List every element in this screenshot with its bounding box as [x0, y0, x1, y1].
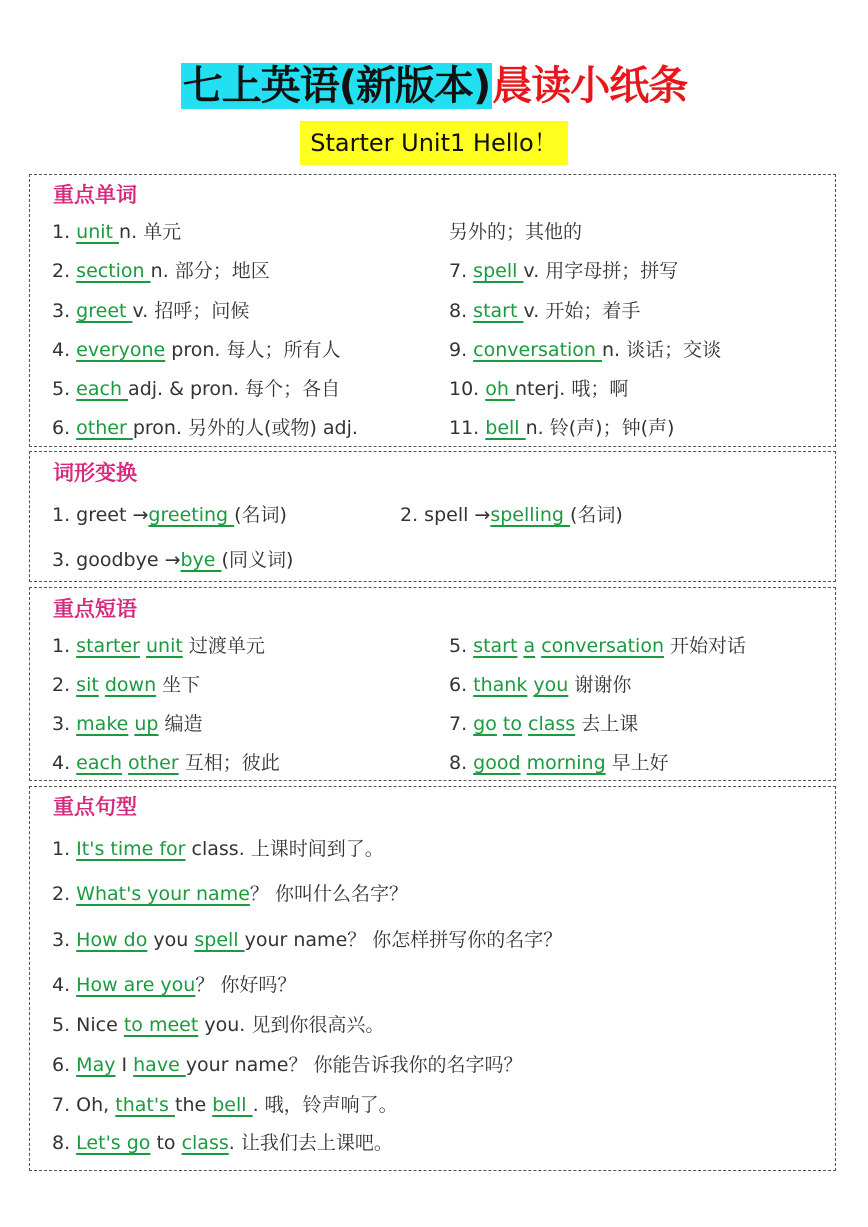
- vocab-meaning: adj. & pron. 每个；各自: [128, 378, 341, 400]
- wordform-note: (名词): [569, 504, 623, 526]
- sentence-key: It's time for: [76, 838, 186, 860]
- sentence-text: ？ 你叫什么名字？: [249, 883, 408, 905]
- phrase-item: [449, 750, 669, 776]
- sentence-text: the: [175, 1094, 213, 1116]
- sentence-text: class. 上课时间到了。: [185, 838, 384, 860]
- phrase-meaning: 编造: [158, 713, 203, 735]
- sentence-text: 5. Nice: [52, 1014, 124, 1036]
- item-number: 6.: [52, 417, 77, 439]
- vocab-word: section: [76, 260, 151, 282]
- vocab-meaning: 另外的；其他的: [449, 221, 583, 243]
- phrase-word: each: [76, 752, 122, 774]
- phrase-word: morning: [526, 752, 606, 774]
- vocab-word: oh: [485, 378, 515, 400]
- wordform-base: 1. greet →: [52, 504, 149, 526]
- sentence-text: 2.: [52, 883, 77, 905]
- sentence-text: ？ 你好吗？: [195, 974, 297, 996]
- vocab-item: [449, 376, 628, 402]
- phrase-item: [449, 711, 638, 737]
- sentence-text: you. 见到你很高兴。: [198, 1014, 385, 1036]
- wordform-item: [52, 502, 287, 528]
- vocab-item: [449, 298, 640, 324]
- item-number: 5.: [449, 635, 474, 657]
- phrase-item: [52, 711, 203, 737]
- sentence-text: your name？ 你能告诉我你的名字吗？: [185, 1054, 523, 1076]
- phrase-meaning: 坐下: [156, 674, 201, 696]
- item-number: 8.: [449, 752, 474, 774]
- phrase-word: you: [533, 674, 569, 696]
- vocab-item: [52, 298, 249, 324]
- title-red: 晨读小纸条: [492, 63, 688, 109]
- subtitle-wrap: [0, 121, 868, 165]
- phrase-word: starter: [76, 635, 140, 657]
- vocab-word: start: [473, 300, 524, 322]
- sentence-key: Let's go: [76, 1132, 151, 1154]
- unit-subtitle: Starter Unit1 Hello！: [300, 121, 567, 165]
- item-number: 2.: [52, 674, 77, 696]
- wordform-note: (同义词): [221, 549, 294, 571]
- item-number: 1.: [52, 635, 77, 657]
- sentence-item: [52, 836, 384, 862]
- sentence-text: 8.: [52, 1132, 77, 1154]
- section-heading: 重点句型: [53, 795, 137, 819]
- item-number: 7.: [449, 713, 474, 735]
- section-heading: 重点单词: [53, 183, 137, 207]
- item-number: 5.: [52, 378, 77, 400]
- vocab-meaning: n. 部分；地区: [150, 260, 270, 282]
- phrase-meaning: 过渡单元: [182, 635, 265, 657]
- vocab-meaning: n. 谈话；交谈: [602, 339, 722, 361]
- vocab-item: [52, 219, 181, 245]
- phrase-word: up: [134, 713, 159, 735]
- sentence-key: have: [133, 1054, 186, 1076]
- phrase-word: conversation: [541, 635, 664, 657]
- vocab-word: unit: [76, 221, 120, 243]
- phrase-word: to: [502, 713, 522, 735]
- item-number: 4.: [52, 339, 77, 361]
- sentence-item: [52, 881, 408, 907]
- sentence-key: spell: [194, 929, 245, 951]
- phrase-item: [52, 633, 265, 659]
- sentence-item: [52, 927, 562, 953]
- phrase-word: thank: [473, 674, 528, 696]
- wordform-item: [52, 547, 293, 573]
- sentence-key: class: [181, 1132, 229, 1154]
- sentence-text: . 哦，铃声响了。: [252, 1094, 398, 1116]
- vocab-word: conversation: [473, 339, 603, 361]
- phrase-word: good: [473, 752, 521, 774]
- phrase-word: down: [104, 674, 157, 696]
- vocab-meaning: n. 单元: [119, 221, 182, 243]
- section-heading: 重点短语: [53, 597, 137, 621]
- vocab-meaning: v. 招呼；问候: [132, 300, 250, 322]
- vocab-item: [52, 337, 340, 363]
- item-number: 8.: [449, 300, 474, 322]
- vocab-word: each: [76, 378, 129, 400]
- phrase-word: start: [473, 635, 518, 657]
- item-number: 9.: [449, 339, 474, 361]
- sentence-key: that's: [115, 1094, 175, 1116]
- vocab-word: greet: [76, 300, 133, 322]
- phrase-word: a: [523, 635, 536, 657]
- sentence-item: [52, 1012, 384, 1038]
- title-highlight: 七上英语(新版本): [182, 63, 491, 109]
- phrase-word: go: [473, 713, 497, 735]
- phrase-meaning: 谢谢你: [568, 674, 632, 696]
- item-number: 7.: [449, 260, 474, 282]
- phrase-meaning: 开始对话: [663, 635, 747, 657]
- item-number: 4.: [52, 752, 77, 774]
- sentence-key: What's your name: [76, 883, 250, 905]
- vocab-word: other: [76, 417, 133, 439]
- item-number: 3.: [52, 713, 77, 735]
- vocab-item: [52, 376, 340, 402]
- sentence-item: [52, 1052, 523, 1078]
- sentence-item: [52, 1130, 393, 1156]
- sentence-key: How are you: [76, 974, 196, 996]
- phrase-item: [52, 750, 280, 776]
- sentence-text: . 让我们去上课吧。: [228, 1132, 393, 1154]
- vocab-word: bell: [485, 417, 526, 439]
- phrase-word: unit: [145, 635, 183, 657]
- vocab-meaning: v. 开始；着手: [523, 300, 641, 322]
- section-heading: 词形变换: [53, 461, 137, 485]
- sentence-text: I: [115, 1054, 134, 1076]
- vocab-meaning: pron. 每人；所有人: [165, 339, 341, 361]
- wordform-base: 2. spell →: [400, 504, 491, 526]
- vocab-item: [449, 219, 582, 245]
- phrase-word: other: [128, 752, 179, 774]
- sentence-text: 7. Oh,: [52, 1094, 116, 1116]
- phrase-item: [449, 633, 746, 659]
- vocab-meaning: n. 铃(声)；钟(声): [525, 417, 675, 439]
- sentence-text: 4.: [52, 974, 77, 996]
- wordform-answer: greeting: [148, 504, 235, 526]
- sentence-key: to meet: [123, 1014, 199, 1036]
- item-number: 1.: [52, 221, 77, 243]
- vocab-item: [449, 258, 678, 284]
- phrase-meaning: 早上好: [605, 752, 669, 774]
- vocab-word: spell: [473, 260, 524, 282]
- phrase-item: [52, 672, 200, 698]
- sentence-text: 6.: [52, 1054, 77, 1076]
- sentence-item: [52, 972, 296, 998]
- wordform-note: (名词): [234, 504, 287, 526]
- vocab-item: [449, 337, 721, 363]
- sentence-text: your name？ 你怎样拼写你的名字？: [244, 929, 563, 951]
- wordform-answer: spelling: [490, 504, 570, 526]
- vocab-word: everyone: [76, 339, 166, 361]
- sentence-key: bell: [212, 1094, 253, 1116]
- wordform-answer: bye: [180, 549, 222, 571]
- vocab-item: [52, 415, 358, 441]
- phrase-word: make: [76, 713, 129, 735]
- phrase-item: [449, 672, 631, 698]
- item-number: 2.: [52, 260, 77, 282]
- phrase-word: sit: [76, 674, 99, 696]
- sentence-key: How do: [76, 929, 148, 951]
- vocab-item: [52, 258, 270, 284]
- phrase-meaning: 去上课: [575, 713, 639, 735]
- phrase-meaning: 互相；彼此: [178, 752, 280, 774]
- wordform-item: [400, 502, 623, 528]
- sentence-text: 3.: [52, 929, 77, 951]
- vocab-item: [449, 415, 674, 441]
- item-number: 10.: [449, 378, 486, 400]
- sentence-text: 1.: [52, 838, 77, 860]
- item-number: 3.: [52, 300, 77, 322]
- item-number: 6.: [449, 674, 474, 696]
- item-number: 11.: [449, 417, 486, 439]
- vocab-meaning: v. 用字母拼；拼写: [523, 260, 679, 282]
- header: [0, 55, 868, 117]
- vocab-meaning: nterj. 哦；啊: [514, 378, 629, 400]
- page-title: [181, 55, 688, 117]
- phrase-word: class: [528, 713, 576, 735]
- sentence-text: you: [147, 929, 195, 951]
- vocab-meaning: pron. 另外的人(或物) adj.: [132, 417, 358, 439]
- wordform-base: 3. goodbye →: [52, 549, 181, 571]
- sentence-key: May: [76, 1054, 116, 1076]
- sentence-text: to: [150, 1132, 182, 1154]
- sentence-item: [52, 1092, 398, 1118]
